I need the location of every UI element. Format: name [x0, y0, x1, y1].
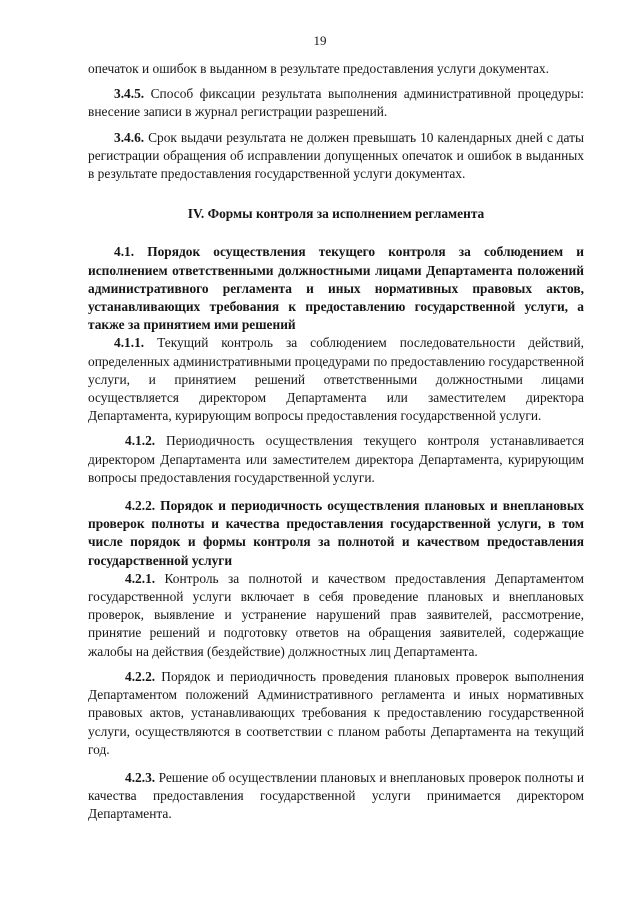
paragraph-text: Периодичность осуществления текущего контроля устанавливается директором Департамента или заместителем директора Департамента, курирующим вопросы предоставления государственной услуги. [88, 433, 584, 485]
section-heading: IV. Формы контроля за исполнением регламента [187, 206, 485, 222]
paragraph-number: 4.2.3. [125, 769, 156, 785]
paragraph-4-2-3 [88, 769, 584, 824]
document-body [88, 60, 584, 824]
paragraph-4-2-2 [88, 668, 584, 759]
paragraph-number: 4.2.1. [125, 570, 156, 586]
paragraph-3-4-5 [88, 85, 584, 121]
paragraph-4-1-2 [88, 432, 584, 487]
paragraph-number: 4.2.2. [125, 668, 156, 684]
paragraph-number: 3.4.6. [114, 129, 145, 145]
page-number: 19 [313, 33, 327, 48]
paragraph-4-1-1 [88, 334, 584, 425]
paragraph-4-2-2-heading: 4.2.2. Порядок и периодичность осуществления плановых и внеплановых проверок полноты и качества предоставления государственной услуги, в том числе порядок и формы контроля за полнотой и качеством предоставления государственной услуги [88, 498, 584, 568]
paragraph-3-4-6 [88, 129, 584, 184]
paragraph-4-2-1 [88, 570, 584, 661]
paragraph-4-1-heading: 4.1. Порядок осуществления текущего контроля за соблюдением и исполнением ответственными должностными лицами Департамента положений административного регламента и иных нормативных правовых актов, устанавливающих требования к предоставлению государственной услуги, а также за принятием ими решений [88, 244, 584, 333]
paragraph-text: Порядок и периодичность проведения плановых проверок выполнения Департаментом положений Административного регламента и иных нормативных правовых актов, устанавливающих требования к предоставлению государственной услуги, осуществляются в соответствии с планом работы Департамента на текущий год. [88, 668, 584, 757]
paragraph-number: 4.1.2. [125, 433, 156, 449]
paragraph-continuation [88, 60, 584, 78]
paragraph-text: Решение об осуществлении плановых и внеплановых проверок полноты и качества предоставления государственной услуги принимается директором Департамента. [88, 769, 584, 822]
paragraph-number: 4.1.1. [114, 335, 145, 351]
paragraph-text: опечаток и ошибок в выданном в результате предоставления услуги документах. [88, 61, 549, 76]
paragraph-text: Способ фиксации результата выполнения административной процедуры: внесение записи в журнал регистрации разрешений. [88, 86, 584, 120]
paragraph-text: Срок выдачи результата не должен превышать 10 календарных дней с даты регистрации обращения об исправлении допущенных опечаток и ошибок в выданных в результате предоставления государственной услуги документах. [88, 129, 584, 182]
paragraph-text: Текущий контроль за соблюдением последовательности действий, определенных административными процедурами по предоставлению государственной услуги, и принятием решений ответственными должностными лицами осуществляется директором Департамента или заместителем директора Департамента, курирующим вопросы предоставления государственной услуги. [88, 335, 584, 424]
paragraph-number: 3.4.5. [114, 86, 145, 102]
paragraph-text: Контроль за полнотой и качеством предоставления Департаментом государственной услуги включает в себя проведение плановых и внеплановых проверок, выявление и устранение нарушений прав заявителей, рассмотрение, принятие решений и подготовку ответов на обращения заявителей, содержащие жалобы на действия (бездействие) должностных лиц Департамента. [88, 570, 584, 659]
